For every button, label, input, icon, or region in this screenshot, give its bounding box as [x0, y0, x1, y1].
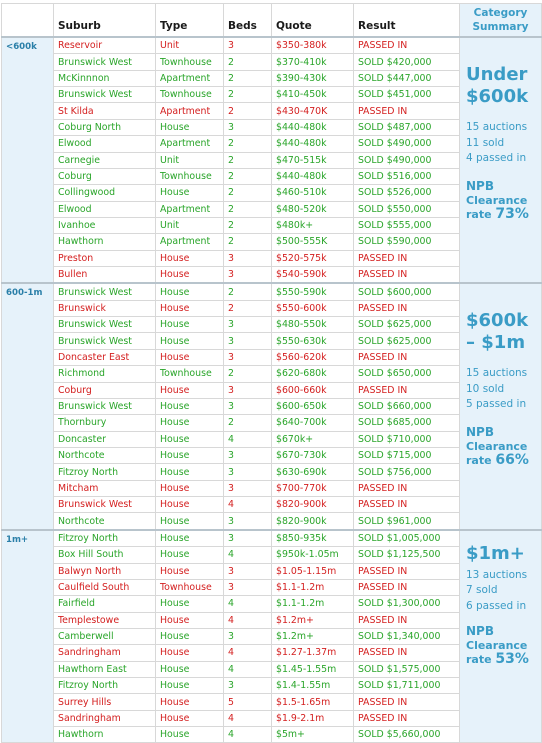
- suburb-cell: Brunswick West: [54, 283, 156, 300]
- category-summary: [460, 37, 542, 283]
- type-cell: House: [156, 547, 224, 563]
- result-cell: SOLD $487,000: [354, 119, 460, 135]
- type-cell: Townhouse: [156, 168, 224, 184]
- quote-cell: $1.1-1.2m: [272, 579, 354, 595]
- type-cell: House: [156, 612, 224, 628]
- beds-cell: 3: [224, 447, 272, 463]
- quote-cell: $1.05-1.15m: [272, 563, 354, 579]
- quote-cell: $480-520k: [272, 201, 354, 217]
- suburb-cell: Brunswick: [54, 300, 156, 316]
- result-cell: PASSED IN: [354, 300, 460, 316]
- quote-cell: $1.45-1.55m: [272, 661, 354, 677]
- type-cell: Unit: [156, 37, 224, 54]
- quote-cell: $1.27-1.37m: [272, 645, 354, 661]
- result-cell: PASSED IN: [354, 563, 460, 579]
- table-row: [2, 283, 542, 300]
- type-cell: House: [156, 513, 224, 530]
- beds-cell: 4: [224, 612, 272, 628]
- quote-cell: $1.1-1.2m: [272, 596, 354, 612]
- type-cell: House: [156, 497, 224, 513]
- result-cell: SOLD $590,000: [354, 234, 460, 250]
- beds-cell: 3: [224, 628, 272, 644]
- result-cell: SOLD $490,000: [354, 136, 460, 152]
- summary-rate-row: [466, 453, 541, 468]
- quote-col-header: Quote: [272, 4, 354, 38]
- beds-cell: 2: [224, 366, 272, 382]
- suburb-cell: Richmond: [54, 366, 156, 382]
- category-label: <600k: [2, 37, 54, 283]
- summary-npb-label: NPB: [466, 624, 494, 639]
- type-cell: Apartment: [156, 136, 224, 152]
- summary-sold: 7 sold: [466, 584, 498, 597]
- summary-header-line1: Category: [473, 7, 528, 19]
- suburb-cell: Brunswick West: [54, 317, 156, 333]
- type-cell: Apartment: [156, 201, 224, 217]
- beds-cell: 3: [224, 333, 272, 349]
- result-cell: PASSED IN: [354, 250, 460, 266]
- beds-cell: 2: [224, 300, 272, 316]
- summary-clearance-rate: 73%: [495, 205, 529, 222]
- header-row: [2, 4, 542, 38]
- result-cell: SOLD $756,000: [354, 464, 460, 480]
- quote-cell: $1.4-1.55m: [272, 678, 354, 694]
- result-cell: SOLD $555,000: [354, 217, 460, 233]
- beds-cell: 4: [224, 497, 272, 513]
- quote-cell: $350-380k: [272, 37, 354, 54]
- result-cell: SOLD $526,000: [354, 185, 460, 201]
- beds-cell: 4: [224, 727, 272, 743]
- suburb-cell: Fairfield: [54, 596, 156, 612]
- suburb-cell: Doncaster: [54, 431, 156, 447]
- beds-cell: 3: [224, 349, 272, 365]
- result-cell: SOLD $1,125,500: [354, 547, 460, 563]
- type-cell: Apartment: [156, 70, 224, 86]
- quote-cell: $640-700k: [272, 415, 354, 431]
- quote-cell: $390-430k: [272, 70, 354, 86]
- result-cell: SOLD $600,000: [354, 283, 460, 300]
- beds-cell: 2: [224, 217, 272, 233]
- summary-rate-label: rate: [466, 453, 492, 467]
- quote-cell: $700-770k: [272, 480, 354, 496]
- type-cell: House: [156, 431, 224, 447]
- summary-rate-row: [466, 652, 541, 667]
- type-cell: Apartment: [156, 234, 224, 250]
- quote-cell: $410-450k: [272, 87, 354, 103]
- beds-cell: 3: [224, 317, 272, 333]
- beds-cell: 4: [224, 596, 272, 612]
- summary-passed: 5 passed in: [466, 398, 527, 411]
- quote-cell: $540-590k: [272, 267, 354, 284]
- result-cell: SOLD $660,000: [354, 398, 460, 414]
- suburb-cell: Reservoir: [54, 37, 156, 54]
- result-cell: PASSED IN: [354, 480, 460, 496]
- type-cell: House: [156, 119, 224, 135]
- suburb-cell: Carnegie: [54, 152, 156, 168]
- suburb-cell: Surrey Hills: [54, 694, 156, 710]
- quote-cell: $440-480k: [272, 168, 354, 184]
- beds-cell: 2: [224, 87, 272, 103]
- type-cell: House: [156, 398, 224, 414]
- summary-clearance-label: Clearance: [466, 193, 528, 207]
- beds-cell: 2: [224, 234, 272, 250]
- beds-cell: 3: [224, 267, 272, 284]
- quote-cell: $550-590k: [272, 283, 354, 300]
- type-cell: House: [156, 349, 224, 365]
- quote-cell: $1.2m+: [272, 628, 354, 644]
- type-cell: Townhouse: [156, 579, 224, 595]
- summary-title-line1: Under: [466, 64, 528, 85]
- beds-cell: 3: [224, 464, 272, 480]
- auction-results-table: [1, 3, 542, 743]
- type-cell: House: [156, 596, 224, 612]
- result-cell: PASSED IN: [354, 497, 460, 513]
- suburb-cell: Preston: [54, 250, 156, 266]
- beds-cell: 3: [224, 398, 272, 414]
- type-cell: House: [156, 333, 224, 349]
- table-row: [2, 37, 542, 54]
- summary-auctions: 13 auctions: [466, 568, 528, 581]
- quote-cell: $600-650k: [272, 398, 354, 414]
- auction-results-body: [2, 37, 542, 743]
- type-cell: House: [156, 563, 224, 579]
- suburb-col-header: Suburb: [54, 4, 156, 38]
- result-cell: SOLD $1,711,000: [354, 678, 460, 694]
- suburb-cell: Brunswick West: [54, 87, 156, 103]
- type-cell: House: [156, 694, 224, 710]
- quote-cell: $670k+: [272, 431, 354, 447]
- result-cell: SOLD $1,575,000: [354, 661, 460, 677]
- result-cell: PASSED IN: [354, 349, 460, 365]
- result-cell: PASSED IN: [354, 103, 460, 119]
- quote-cell: $820-900k: [272, 497, 354, 513]
- type-cell: House: [156, 628, 224, 644]
- suburb-cell: Fitzroy North: [54, 678, 156, 694]
- suburb-cell: Balwyn North: [54, 563, 156, 579]
- type-cell: Townhouse: [156, 87, 224, 103]
- result-cell: SOLD $961,000: [354, 513, 460, 530]
- beds-cell: 4: [224, 661, 272, 677]
- type-cell: House: [156, 447, 224, 463]
- type-col-header: Type: [156, 4, 224, 38]
- summary-sold: 10 sold: [466, 382, 505, 395]
- result-cell: SOLD $715,000: [354, 447, 460, 463]
- summary-auctions: 15 auctions: [466, 367, 528, 380]
- quote-cell: $1.2m+: [272, 612, 354, 628]
- result-cell: SOLD $447,000: [354, 70, 460, 86]
- result-cell: SOLD $1,005,000: [354, 530, 460, 547]
- beds-cell: 3: [224, 480, 272, 496]
- summary-col-header: [460, 4, 542, 38]
- suburb-cell: Ivanhoe: [54, 217, 156, 233]
- suburb-cell: Thornbury: [54, 415, 156, 431]
- quote-cell: $5m+: [272, 727, 354, 743]
- category-label: 1m+: [2, 530, 54, 743]
- quote-cell: $520-575k: [272, 250, 354, 266]
- type-cell: House: [156, 727, 224, 743]
- suburb-cell: Elwood: [54, 136, 156, 152]
- suburb-cell: Brunswick West: [54, 497, 156, 513]
- type-cell: Unit: [156, 217, 224, 233]
- category-summary: [460, 530, 542, 743]
- type-cell: House: [156, 267, 224, 284]
- quote-cell: $620-680k: [272, 366, 354, 382]
- beds-cell: 3: [224, 513, 272, 530]
- summary-sold: 11 sold: [466, 136, 505, 149]
- quote-cell: $550-630k: [272, 333, 354, 349]
- summary-clearance-rate: 53%: [495, 651, 529, 668]
- type-cell: House: [156, 382, 224, 398]
- type-cell: House: [156, 678, 224, 694]
- type-cell: House: [156, 283, 224, 300]
- result-cell: SOLD $420,000: [354, 54, 460, 70]
- summary-header-line2: Summary: [472, 21, 529, 33]
- suburb-cell: Bullen: [54, 267, 156, 284]
- suburb-cell: Elwood: [54, 201, 156, 217]
- beds-cell: 4: [224, 431, 272, 447]
- suburb-cell: Northcote: [54, 513, 156, 530]
- beds-cell: 3: [224, 119, 272, 135]
- suburb-cell: McKinnnon: [54, 70, 156, 86]
- quote-cell: $630-690k: [272, 464, 354, 480]
- summary-clearance-label: Clearance: [466, 439, 528, 453]
- summary-title-line1: $600k: [466, 310, 529, 332]
- beds-cell: 2: [224, 103, 272, 119]
- result-cell: PASSED IN: [354, 612, 460, 628]
- quote-cell: $470-515k: [272, 152, 354, 168]
- type-cell: House: [156, 530, 224, 547]
- beds-cell: 4: [224, 710, 272, 726]
- summary-title-line1: $1m+: [466, 542, 525, 564]
- suburb-cell: Hawthorn: [54, 234, 156, 250]
- summary-title-line2: – $1m: [466, 332, 526, 354]
- quote-cell: $670-730k: [272, 447, 354, 463]
- type-cell: House: [156, 661, 224, 677]
- suburb-cell: Box Hill South: [54, 547, 156, 563]
- beds-col-header: Beds: [224, 4, 272, 38]
- type-cell: Townhouse: [156, 366, 224, 382]
- suburb-cell: Brunswick West: [54, 333, 156, 349]
- result-cell: SOLD $685,000: [354, 415, 460, 431]
- quote-cell: $480-550k: [272, 317, 354, 333]
- result-cell: SOLD $710,000: [354, 431, 460, 447]
- quote-cell: $500-555K: [272, 234, 354, 250]
- type-cell: House: [156, 710, 224, 726]
- beds-cell: 4: [224, 645, 272, 661]
- beds-cell: 3: [224, 382, 272, 398]
- summary-title-line2: $600k: [466, 86, 529, 107]
- category-col-header: [2, 4, 54, 38]
- suburb-cell: Caulfield South: [54, 579, 156, 595]
- quote-cell: $950k-1.05m: [272, 547, 354, 563]
- beds-cell: 2: [224, 185, 272, 201]
- category-summary: [460, 283, 542, 529]
- result-cell: SOLD $5,660,000: [354, 727, 460, 743]
- summary-auctions: 15 auctions: [466, 121, 528, 133]
- suburb-cell: Brunswick West: [54, 398, 156, 414]
- suburb-cell: Fitzroy North: [54, 530, 156, 547]
- summary-passed: 4 passed in: [466, 152, 527, 164]
- quote-cell: $820-900k: [272, 513, 354, 530]
- beds-cell: 3: [224, 563, 272, 579]
- quote-cell: $1.9-2.1m: [272, 710, 354, 726]
- beds-cell: 3: [224, 37, 272, 54]
- type-cell: House: [156, 185, 224, 201]
- result-cell: PASSED IN: [354, 645, 460, 661]
- suburb-cell: Hawthorn: [54, 727, 156, 743]
- beds-cell: 2: [224, 152, 272, 168]
- quote-cell: $850-935k: [272, 530, 354, 547]
- suburb-cell: Doncaster East: [54, 349, 156, 365]
- quote-cell: $1.5-1.65m: [272, 694, 354, 710]
- summary-npb-label: NPB: [466, 424, 494, 439]
- beds-cell: 2: [224, 136, 272, 152]
- suburb-cell: Sandringham: [54, 710, 156, 726]
- suburb-cell: Templestowe: [54, 612, 156, 628]
- type-cell: House: [156, 250, 224, 266]
- suburb-cell: Fitzroy North: [54, 464, 156, 480]
- suburb-cell: Northcote: [54, 447, 156, 463]
- suburb-cell: Camberwell: [54, 628, 156, 644]
- summary-title: [466, 310, 541, 354]
- result-cell: PASSED IN: [354, 579, 460, 595]
- suburb-cell: Coburg: [54, 168, 156, 184]
- result-cell: SOLD $625,000: [354, 317, 460, 333]
- beds-cell: 3: [224, 579, 272, 595]
- quote-cell: $440-480k: [272, 119, 354, 135]
- summary-rate-label: rate: [466, 653, 492, 667]
- summary-npb-label: NPB: [466, 178, 494, 193]
- summary-clearance-rate: 66%: [495, 451, 529, 468]
- suburb-cell: Sandringham: [54, 645, 156, 661]
- type-cell: House: [156, 464, 224, 480]
- summary-title: [466, 64, 541, 108]
- summary-clearance-label: Clearance: [466, 639, 528, 653]
- beds-cell: 5: [224, 694, 272, 710]
- category-label: 600-1m: [2, 283, 54, 529]
- result-cell: SOLD $516,000: [354, 168, 460, 184]
- beds-cell: 4: [224, 547, 272, 563]
- quote-cell: $600-660k: [272, 382, 354, 398]
- result-cell: SOLD $550,000: [354, 201, 460, 217]
- summary-title: [466, 543, 541, 565]
- result-col-header: Result: [354, 4, 460, 38]
- type-cell: Apartment: [156, 103, 224, 119]
- type-cell: Townhouse: [156, 54, 224, 70]
- suburb-cell: Brunswick West: [54, 54, 156, 70]
- result-cell: SOLD $650,000: [354, 366, 460, 382]
- type-cell: House: [156, 317, 224, 333]
- result-cell: PASSED IN: [354, 382, 460, 398]
- suburb-cell: Coburg: [54, 382, 156, 398]
- quote-cell: $550-600k: [272, 300, 354, 316]
- type-cell: House: [156, 415, 224, 431]
- beds-cell: 2: [224, 70, 272, 86]
- result-cell: PASSED IN: [354, 694, 460, 710]
- summary-rate-label: rate: [466, 207, 492, 221]
- result-cell: SOLD $1,340,000: [354, 628, 460, 644]
- result-cell: SOLD $490,000: [354, 152, 460, 168]
- type-cell: House: [156, 645, 224, 661]
- suburb-cell: Coburg North: [54, 119, 156, 135]
- beds-cell: 3: [224, 678, 272, 694]
- beds-cell: 2: [224, 415, 272, 431]
- result-cell: PASSED IN: [354, 710, 460, 726]
- suburb-cell: Collingwood: [54, 185, 156, 201]
- quote-cell: $480k+: [272, 217, 354, 233]
- quote-cell: $560-620k: [272, 349, 354, 365]
- suburb-cell: St Kilda: [54, 103, 156, 119]
- beds-cell: 2: [224, 201, 272, 217]
- beds-cell: 2: [224, 283, 272, 300]
- quote-cell: $430-470K: [272, 103, 354, 119]
- result-cell: SOLD $625,000: [354, 333, 460, 349]
- result-cell: SOLD $451,000: [354, 87, 460, 103]
- summary-passed: 6 passed in: [466, 599, 527, 612]
- quote-cell: $440-480k: [272, 136, 354, 152]
- type-cell: House: [156, 480, 224, 496]
- beds-cell: 2: [224, 168, 272, 184]
- result-cell: PASSED IN: [354, 267, 460, 284]
- table-row: [2, 530, 542, 547]
- suburb-cell: Mitcham: [54, 480, 156, 496]
- type-cell: Unit: [156, 152, 224, 168]
- beds-cell: 3: [224, 530, 272, 547]
- summary-rate-row: [466, 207, 541, 222]
- suburb-cell: Hawthorn East: [54, 661, 156, 677]
- quote-cell: $370-410k: [272, 54, 354, 70]
- beds-cell: 2: [224, 54, 272, 70]
- result-cell: PASSED IN: [354, 37, 460, 54]
- result-cell: SOLD $1,300,000: [354, 596, 460, 612]
- type-cell: House: [156, 300, 224, 316]
- beds-cell: 3: [224, 250, 272, 266]
- quote-cell: $460-510k: [272, 185, 354, 201]
